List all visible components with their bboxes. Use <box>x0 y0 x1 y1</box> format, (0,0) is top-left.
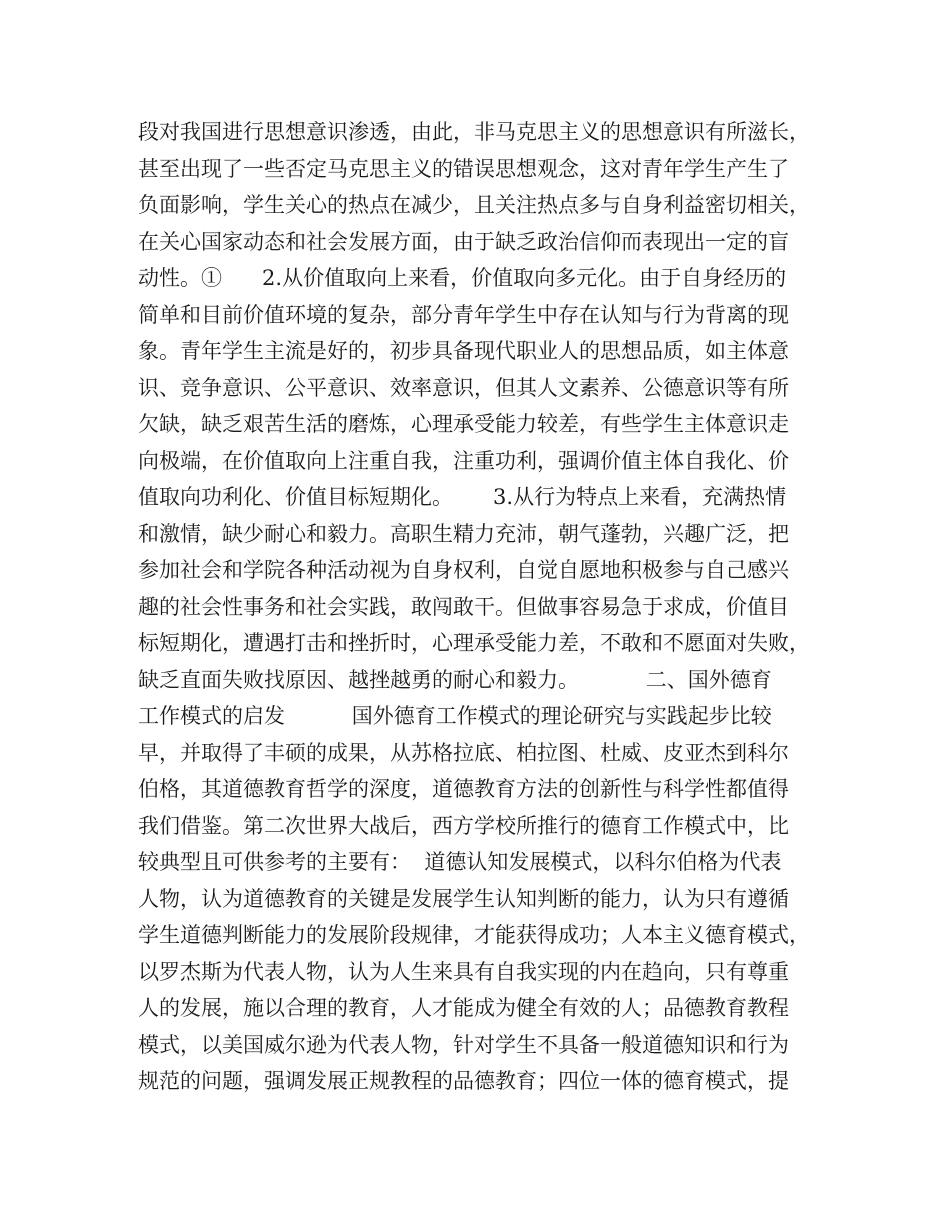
text-line: 识、竞争意识、公平意识、效率意识，但其人文素养、公德意识等有所 <box>138 375 789 400</box>
text-line: 向极端，在价值取向上注重自我，注重功利，强调价值主体自我化、价 <box>138 448 789 473</box>
text-line: 参加社会和学院各种活动视为自身权利，自觉自愿地积极参与自己感兴 <box>138 558 789 582</box>
text-line: 欠缺，缺乏艰苦生活的磨炼，心理承受能力较差，有些学生主体意识走 <box>138 412 789 436</box>
text-line: 较典型且可供参考的主要有： 道德认知发展模式，以科尔伯格为代表 <box>138 850 782 874</box>
text-line: 在关心国家动态和社会发展方面，由于缺乏政治信仰而表现出一定的盲 <box>138 229 789 254</box>
text-line: 和激情，缺少耐心和毅力。高职生精力充沛，朝气蓬勃，兴趣广泛，把 <box>138 521 789 546</box>
text-line: 简单和目前价值环境的复杂，部分青年学生中存在认知与行为背离的现 <box>138 302 789 327</box>
text-line: 模式，以美国威尔逊为代表人物，针对学生不具备一般道德知识和行为 <box>138 1032 789 1057</box>
text-line: 负面影响，学生关心的热点在减少，且关注热点多与自身利益密切相关， <box>138 193 810 217</box>
text-line: 缺乏直面失败找原因、越挫越勇的耐心和毅力。 二、国外德育 <box>138 667 772 692</box>
text-line: 标短期化，遭遇打击和挫折时，心理承受能力差，不敢和不愿面对失败， <box>138 631 810 655</box>
text-line: 象。青年学生主流是好的，初步具备现代职业人的思想品质，如主体意 <box>138 339 789 363</box>
text-line: 动性。① 2.从价值取向上来看，价值取向多元化。由于自身经历的 <box>138 266 787 290</box>
text-line: 人物，认为道德教育的关键是发展学生认知判断的能力，认为只有遵循 <box>138 886 789 911</box>
text-line: 值取向功利化、价值目标短期化。 3.从行为特点上来看，充满热情 <box>138 485 787 509</box>
text-line: 早，并取得了丰硕的成果，从苏格拉底、柏拉图、杜威、皮亚杰到科尔 <box>138 740 789 765</box>
text-line: 我们借鉴。第二次世界大战后，西方学校所推行的德育工作模式中，比 <box>138 813 789 838</box>
text-line: 伯格，其道德教育哲学的深度，道德教育方法的创新性与科学性都值得 <box>138 777 789 801</box>
body-text <box>138 114 838 1100</box>
text-line: 规范的问题，强调发展正规教程的品德教育；四位一体的德育模式，提 <box>138 1069 789 1093</box>
text-line: 段对我国进行思想意识渗透，由此，非马克思主义的思想意识有所滋长， <box>138 120 810 144</box>
text-line: 人的发展，施以合理的教育，人才能成为健全有效的人；品德教育教程 <box>138 996 789 1020</box>
text-line: 以罗杰斯为代表人物，认为人生来具有自我实现的内在趋向，只有尊重 <box>138 959 789 984</box>
text-line: 工作模式的启发 国外德育工作模式的理论研究与实践起步比较 <box>138 704 772 728</box>
text-line: 趣的社会性事务和社会实践，敢闯敢干。但做事容易急于求成，价值目 <box>138 594 789 619</box>
text-line: 学生道德判断能力的发展阶段规律，才能获得成功；人本主义德育模式， <box>138 923 810 947</box>
text-line: 甚至出现了一些否定马克思主义的错误思想观念，这对青年学生产生了 <box>138 156 789 181</box>
